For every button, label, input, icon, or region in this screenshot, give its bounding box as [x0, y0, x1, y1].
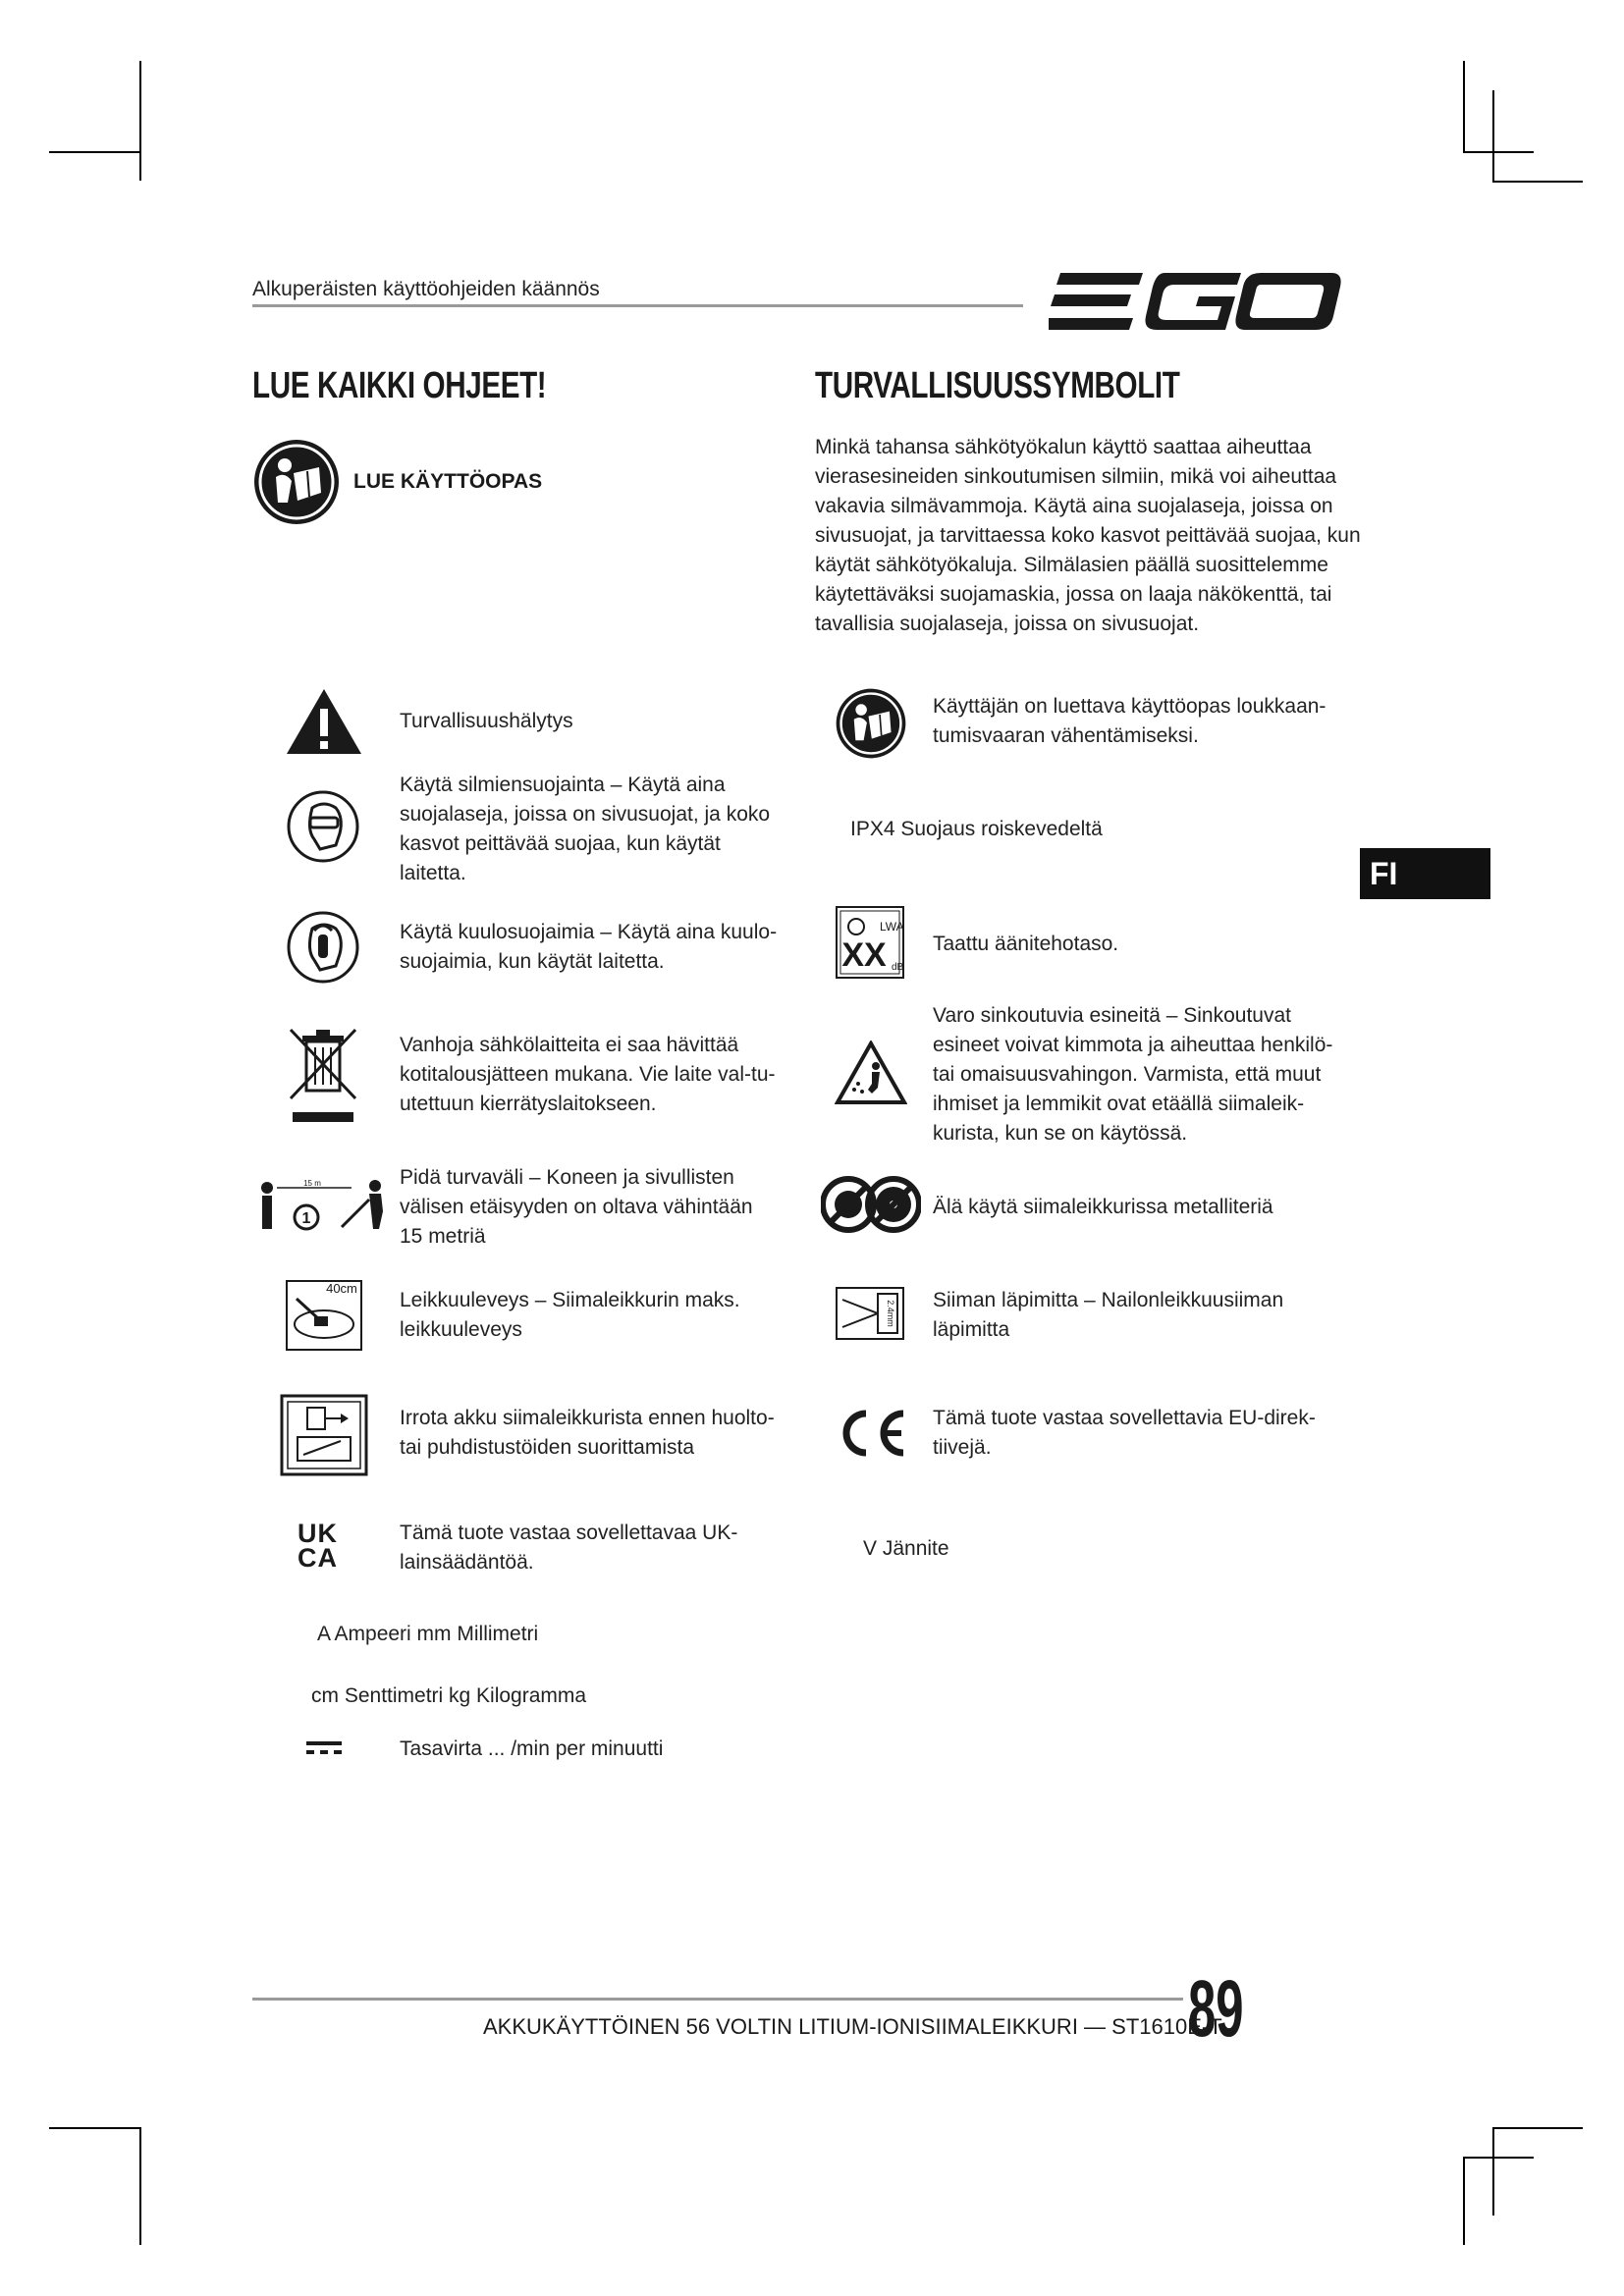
ce-mark-icon — [835, 1406, 909, 1461]
direct-current-icon — [306, 1739, 342, 1755]
header-subtitle: Alkuperäisten käyttöohjeiden käännös — [252, 278, 600, 300]
symbol-text-voltage: V Jännite — [863, 1537, 949, 1560]
symbol-text-battery: Irrota akku siimaleikkurista ennen huolto- tai puhdistustöiden suorittamista — [400, 1407, 775, 1459]
symbol-text-ukca: Tämä tuote vastaa sovellettavaa UK- lainsäädäntöä. — [400, 1522, 738, 1574]
symbol-text-read-manual: Käyttäjän on luettava käyttöopas loukkaan- tumisvaaran vähentämiseksi. — [933, 695, 1326, 747]
remove-battery-icon — [280, 1394, 368, 1476]
sound-power-icon — [835, 905, 905, 980]
symbol-text-thrown: Varo sinkoutuvia esineitä – Sinkoutuvat esineet voivat kimmota ja aiheuttaa henkilö- tai omaisuusvahingon. Varmista, että muut ihmiset ja lemmikit ovat etäällä siimaleik- kurista, kun se on käytössä. — [933, 1004, 1333, 1145]
safety-distance-icon — [253, 1176, 391, 1235]
symbol-text-ce: Tämä tuote vastaa sovellettavia EU-direk- tiivejä. — [933, 1407, 1316, 1459]
units-line-3: Tasavirta ... /min per minuutti — [400, 1737, 664, 1760]
ego-logo — [1049, 267, 1343, 338]
symbol-text-diameter: Siiman läpimitta – Nailonleikkuusiiman läpimitta — [933, 1289, 1284, 1341]
svg-text:40cm: 40cm — [326, 1281, 357, 1296]
symbol-text-weee: Vanhoja sähkölaitteita ei saa hävittää kotitalousjätteen mukana. Vie laite val-tu- utettuun kierrätyslaitokseen. — [400, 1034, 776, 1115]
weee-bin-icon — [287, 1026, 359, 1124]
line-diameter-icon — [835, 1286, 905, 1341]
units-line-1: A Ampeeri mm Millimetri — [317, 1623, 539, 1645]
eye-protection-icon — [287, 790, 359, 863]
manual-label: LUE KÄYTTÖOPAS — [353, 470, 543, 493]
language-tab-fi: FI — [1360, 848, 1490, 899]
page-number: 89 — [1188, 1964, 1244, 2054]
svg-text:1: 1 — [301, 1210, 311, 1227]
intro-paragraph: Minkä tahansa sähkötyökalun käyttö saattaa aiheuttaa vierasesineiden sinkoutumisen silmiin, mikä voi aiheuttaa vakavia silmävammoja. Käytä aina suojalaseja, joissa on sivusuojat, ja tarvittaessa koko kasvot peittävää suojaa, kun käytät sähkötyökaluja. Silmälasien päällä suosittelemme käytettäväksi suojamaskia, jossa on laaja näkökenttä, tai tavallisia suojalaseja, joissa on sivusuojat. — [815, 436, 1361, 635]
symbol-text-ipx4: IPX4 Suojaus roiskevedeltä — [850, 818, 1103, 840]
symbol-text-no-metal: Älä käytä siimaleikkurissa metalliteriä — [933, 1196, 1273, 1218]
svg-text:dB: dB — [892, 962, 904, 973]
symbol-text-ear: Käytä kuulosuojaimia – Käytä aina kuulo- suojaimia, kun käytät laitetta. — [400, 921, 778, 973]
symbol-text-warning: Turvallisuushälytys — [400, 710, 573, 732]
left-title: LUE KAIKKI OHJEET! — [252, 365, 547, 406]
svg-text:2.4mm: 2.4mm — [886, 1300, 895, 1327]
symbol-text-sound: Taattu äänitehotaso. — [933, 933, 1119, 955]
symbol-text-eye: Käytä silmiensuojainta – Käytä aina suojalaseja, joissa on sivusuojat, ja koko kasvot peittävää suojaa, kun käytät laitetta. — [400, 774, 771, 884]
cutting-width-icon — [285, 1279, 363, 1352]
svg-text:LWA: LWA — [880, 920, 904, 934]
svg-text:XX: XX — [841, 936, 887, 974]
ukca-mark-icon: UK CA — [298, 1519, 338, 1573]
footer-text: AKKUKÄYTTÖINEN 56 VOLTIN LITIUM-IONISIIMALEIKKURI — ST1610E-T — [483, 2014, 1222, 2039]
read-manual-icon — [252, 438, 341, 526]
thrown-objects-icon — [835, 1041, 907, 1105]
warning-triangle-icon — [285, 687, 363, 756]
symbol-text-width: Leikkuuleveys – Siimaleikkurin maks. leikkuuleveys — [400, 1289, 740, 1341]
right-title: TURVALLISUUSSYMBOLIT — [815, 365, 1180, 406]
symbol-text-distance: Pidä turvaväli – Koneen ja sivullisten välisen etäisyyden on oltava vähintään 15 metriä — [400, 1166, 753, 1248]
read-manual-icon-small — [835, 687, 907, 760]
header-rule — [252, 304, 1023, 307]
no-metal-blade-icon — [821, 1175, 921, 1234]
footer-rule — [252, 1998, 1183, 2001]
svg-text:15 m: 15 m — [303, 1179, 321, 1188]
units-line-2: cm Senttimetri kg Kilogramma — [311, 1684, 587, 1707]
ear-protection-icon — [287, 911, 359, 984]
